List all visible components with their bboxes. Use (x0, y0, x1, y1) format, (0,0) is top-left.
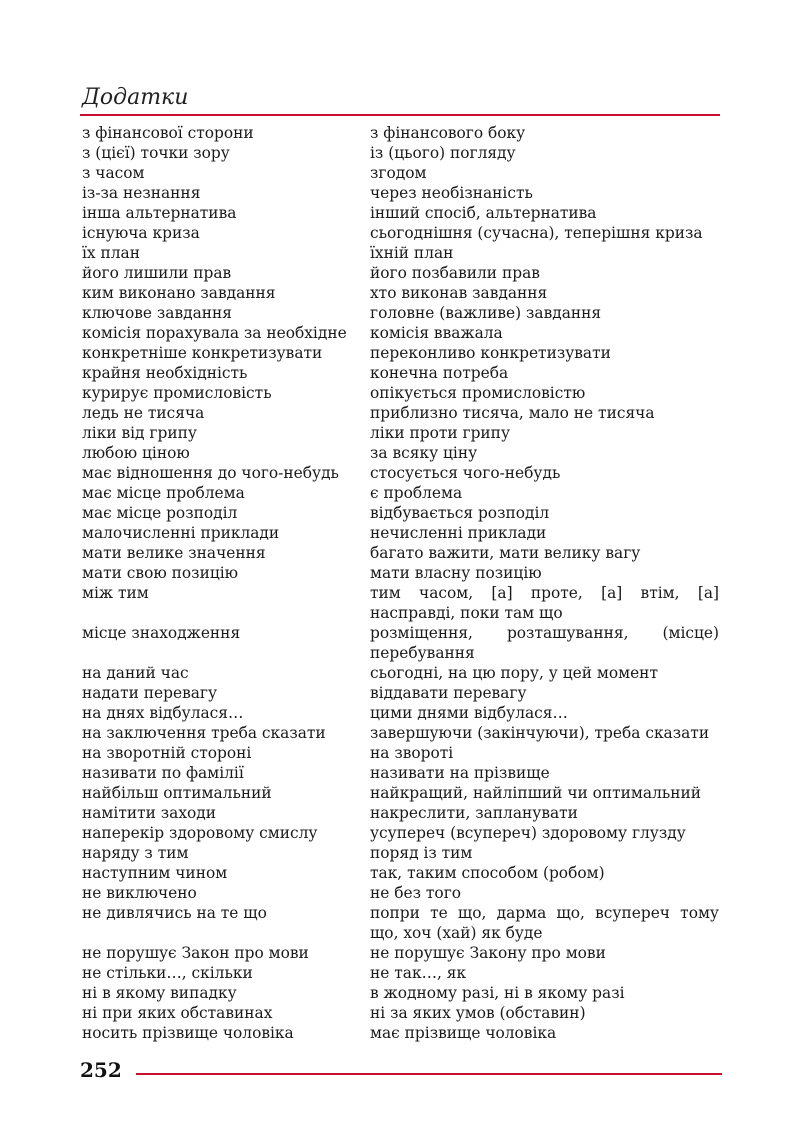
table-row (82, 363, 722, 383)
table-row (82, 763, 722, 783)
table-row (82, 243, 722, 263)
correct-phrase: стосується чого-небудь (370, 464, 561, 482)
correct-phrase: поряд із тим (370, 844, 473, 862)
correct-phrase: називати на прізвище (370, 764, 550, 782)
table-row (82, 863, 722, 883)
incorrect-phrase: з (цієї) точки зору (82, 144, 230, 162)
correct-phrase: віддавати перевагу (370, 684, 527, 702)
correction-table (82, 123, 722, 1043)
incorrect-phrase: ні при яких обставинах (82, 1004, 273, 1022)
correct-phrase: багато важити, мати велику вагу (370, 544, 641, 562)
table-row (82, 383, 722, 403)
incorrect-phrase: з часом (82, 164, 145, 182)
section-title: Додатки (82, 85, 189, 110)
incorrect-phrase: місце знаходження (82, 624, 241, 642)
table-row (82, 503, 722, 523)
table-row (82, 143, 722, 163)
table-row (82, 183, 722, 203)
incorrect-phrase: має місце розподіл (82, 504, 238, 522)
correct-phrase: не так…, як (370, 964, 467, 982)
correct-phrase: опікується промисловістю (370, 384, 586, 402)
table-row (82, 423, 722, 443)
incorrect-phrase: існуюча криза (82, 224, 200, 242)
page-number: 252 (80, 1058, 122, 1082)
incorrect-phrase: їх план (82, 244, 140, 262)
incorrect-phrase: найбільш оптимальний (82, 784, 272, 802)
incorrect-phrase: конкретніше конкретизувати (82, 344, 323, 362)
incorrect-phrase: ледь не тисяча (82, 404, 205, 422)
incorrect-phrase: із-за незнання (82, 184, 201, 202)
table-row (82, 343, 722, 363)
table-row (82, 963, 722, 983)
correct-phrase: накреслити, запланувати (370, 804, 578, 822)
table-row (82, 123, 722, 143)
table-row (82, 823, 722, 843)
header-divider (80, 114, 720, 116)
footer-divider (136, 1073, 722, 1075)
correct-phrase: розміщення, розташування, (місце) перебування (370, 624, 719, 662)
table-row (82, 283, 722, 303)
table-row (82, 803, 722, 823)
table-row (82, 303, 722, 323)
table-row (82, 1003, 722, 1023)
incorrect-phrase: носить прізвище чоловіка (82, 1024, 294, 1042)
incorrect-phrase: на заключення треба сказати (82, 724, 326, 742)
table-row (82, 583, 722, 623)
table-row (82, 843, 722, 863)
page-footer (80, 1058, 722, 1082)
incorrect-phrase: має місце проблема (82, 484, 245, 502)
incorrect-phrase: наперекір здоровому смислу (82, 824, 318, 842)
correct-phrase: відбувається розподіл (370, 504, 550, 522)
table-row (82, 943, 722, 963)
table-row (82, 483, 722, 503)
table-row (82, 683, 722, 703)
table-row (82, 983, 722, 1003)
correct-phrase: хто виконав завдання (370, 284, 548, 302)
table-row (82, 463, 722, 483)
incorrect-phrase: не стільки…, скільки (82, 964, 253, 982)
correct-phrase: усупереч (всупереч) здоровому глузду (370, 824, 686, 842)
correct-phrase: головне (важливе) завдання (370, 304, 602, 322)
correct-phrase: має прізвище чоловіка (370, 1024, 557, 1042)
incorrect-phrase: ким виконано завдання (82, 284, 276, 302)
correct-phrase: так, таким способом (робом) (370, 864, 605, 882)
incorrect-phrase: на зворотній стороні (82, 744, 252, 762)
incorrect-phrase: крайня необхідність (82, 364, 248, 382)
correct-phrase: приблизно тисяча, мало не тисяча (370, 404, 655, 422)
incorrect-phrase: не виключено (82, 884, 197, 902)
correct-phrase: конечна потреба (370, 364, 509, 382)
incorrect-phrase: курирує промисловість (82, 384, 272, 402)
correct-phrase: завершуючи (закінчуючи), треба сказати (370, 724, 710, 742)
table-row (82, 703, 722, 723)
correct-phrase: інший спосіб, альтернатива (370, 204, 597, 222)
table-row (82, 523, 722, 543)
table-row (82, 203, 722, 223)
incorrect-phrase: інша альтернатива (82, 204, 237, 222)
table-row (82, 163, 722, 183)
correct-phrase: ліки проти грипу (370, 424, 510, 442)
table-row (82, 563, 722, 583)
incorrect-phrase: комісія порахувала за необхідне (82, 324, 347, 342)
correct-phrase: з фінансового боку (370, 124, 526, 142)
incorrect-phrase: ключове завдання (82, 304, 233, 322)
correct-phrase: через необізнаність (370, 184, 533, 202)
correct-phrase: сьогодні, на цю пору, у цей момент (370, 664, 658, 682)
incorrect-phrase: на даний час (82, 664, 189, 682)
incorrect-phrase: його лишили прав (82, 264, 232, 282)
correct-phrase: найкращий, найліпший чи оптимальний (370, 784, 702, 802)
incorrect-phrase: надати перевагу (82, 684, 218, 702)
table-row (82, 883, 722, 903)
table-row (82, 323, 722, 343)
incorrect-phrase: не дивлячись на те що (82, 904, 267, 922)
correct-phrase: із (цього) погляду (370, 144, 516, 162)
correct-phrase: їхній план (370, 244, 454, 262)
table-row (82, 403, 722, 423)
correct-phrase: його позбавили прав (370, 264, 540, 282)
table-row (82, 663, 722, 683)
correct-phrase: за всяку ціну (370, 444, 478, 462)
incorrect-phrase: ліки від грипу (82, 424, 197, 442)
incorrect-phrase: не порушує Закон про мови (82, 944, 309, 962)
incorrect-phrase: називати по фамілії (82, 764, 244, 782)
table-row (82, 743, 722, 763)
correct-phrase: є проблема (370, 484, 463, 502)
table-row (82, 623, 722, 663)
table-row (82, 223, 722, 243)
incorrect-phrase: намітити заходи (82, 804, 217, 822)
page-header (80, 84, 720, 116)
table-row (82, 263, 722, 283)
incorrect-phrase: на днях відбулася… (82, 704, 244, 722)
incorrect-phrase: мати свою позицію (82, 564, 239, 582)
incorrect-phrase: мати велике значення (82, 544, 266, 562)
correct-phrase: нечисленні приклади (370, 524, 547, 542)
incorrect-phrase: наряду з тим (82, 844, 189, 862)
correct-phrase: мати власну позицію (370, 564, 542, 582)
table-row (82, 903, 722, 943)
correct-phrase: переконливо конкретизувати (370, 344, 611, 362)
correct-phrase: тим часом, [а] проте, [а] втім, [а] насправді, поки там що (370, 584, 719, 622)
correct-phrase: комісія вважала (370, 324, 503, 342)
incorrect-phrase: малочисленні приклади (82, 524, 280, 542)
table-row (82, 723, 722, 743)
incorrect-phrase: любою ціною (82, 444, 190, 462)
incorrect-phrase: має відношення до чого-небудь (82, 464, 339, 482)
correct-phrase: не порушує Закону про мови (370, 944, 606, 962)
incorrect-phrase: наступним чином (82, 864, 228, 882)
correct-phrase: в жодному разі, ні в якому разі (370, 984, 625, 1002)
table-row (82, 543, 722, 563)
incorrect-phrase: між тим (82, 584, 149, 602)
correct-phrase: не без того (370, 884, 462, 902)
incorrect-phrase: з фінансової сторони (82, 124, 254, 142)
correct-phrase: сьогоднішня (сучасна), теперішня криза (370, 224, 703, 242)
correct-phrase: попри те що, дарма що, всупереч тому що, хоч (хай) як буде (370, 904, 719, 942)
table-row (82, 783, 722, 803)
correct-phrase: цими днями відбулася… (370, 704, 568, 722)
correct-phrase: згодом (370, 164, 427, 182)
table-row (82, 1023, 722, 1043)
table-row (82, 443, 722, 463)
correct-phrase: на звороті (370, 744, 454, 762)
incorrect-phrase: ні в якому випадку (82, 984, 237, 1002)
correct-phrase: ні за яких умов (обставин) (370, 1004, 586, 1022)
